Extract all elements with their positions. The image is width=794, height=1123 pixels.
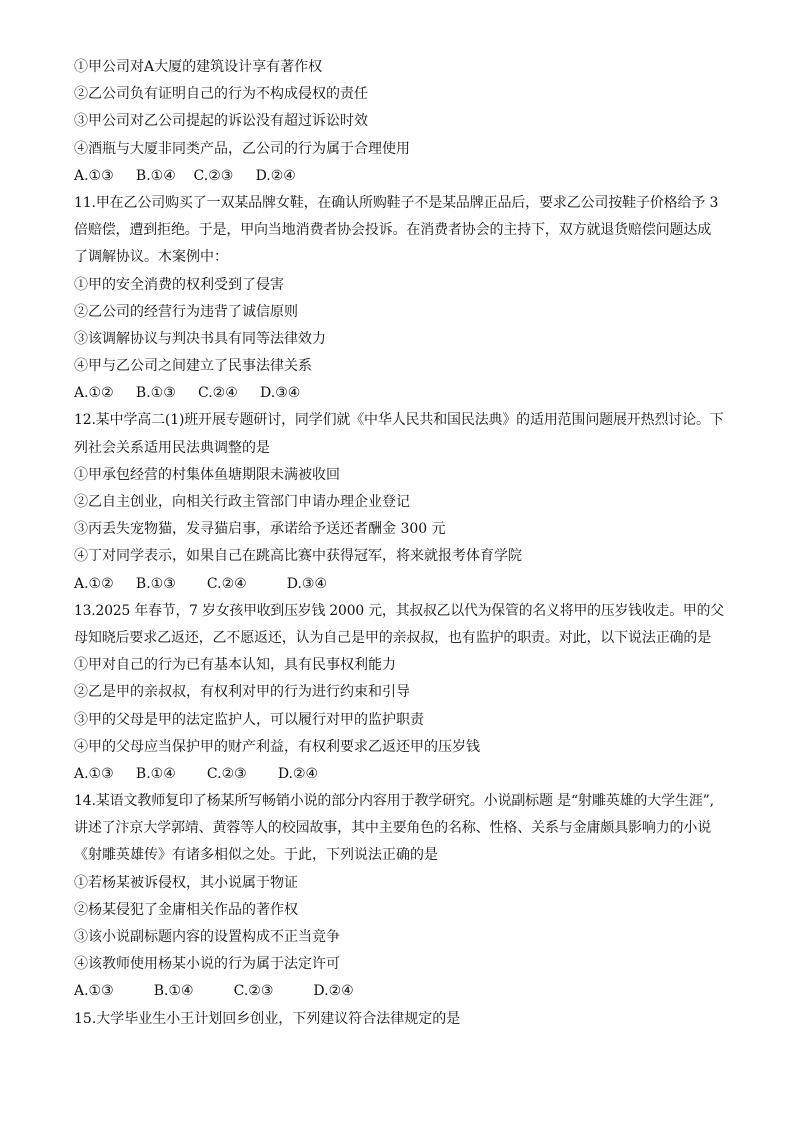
question-11-stem-1: 11.甲在乙公司购买了一双某品牌女鞋，在确认所购鞋子不是某品牌正品后，要求乙公司按鞋子价格给予 3: [74, 194, 719, 211]
q13-option-3: ③甲的父母是甲的法定监护人，可以履行对甲的监护职责: [74, 711, 424, 728]
question-13-stem-1: 13.2025 年春节，7 岁女孩甲收到压岁钱 2000 元，其叔叔乙以代为保管的名义将甲的压岁钱收走。甲的父: [74, 602, 724, 619]
exam-page: [74, 54, 724, 1033]
q14-option-4: ④该教师使用杨某小说的行为属于法定许可: [74, 956, 340, 973]
answer-choices-q12: A.①② B.①③ C.②④ D.③④: [74, 575, 327, 592]
question-12-stem-1: 12.某中学高二(1)班开展专题研讨，同学们就《中华人民共和国民法典》的适用范围问题展开热烈讨论。下: [74, 412, 724, 429]
q11-option-1: ①甲的安全消费的权利受到了侵害: [74, 276, 284, 293]
option-line-1: ①甲公司对A大厦的建筑设计享有著作权: [74, 59, 323, 75]
q12-option-4: ④丁对同学表示，如果自己在跳高比赛中获得冠军，将来就报考体育学院: [74, 548, 522, 565]
q13-option-2: ②乙是甲的亲叔叔，有权利对甲的行为进行约束和引导: [74, 684, 410, 701]
question-15-stem-1: 15.大学毕业生小王计划回乡创业，下列建议符合法律规定的是: [74, 1010, 461, 1027]
q11-option-4: ④甲与乙公司之间建立了民事法律关系: [74, 358, 312, 375]
question-11-stem-2: 倍赔偿，遭到拒绝。于是，甲向当地消费者协会投诉。在消费者协会的主持下，双方就退货赔偿问题达成: [74, 222, 712, 239]
answer-choices-q13: A.①③ B.①④ C.②③ D.②④: [74, 765, 319, 782]
q11-option-3: ③该调解协议与判决书具有同等法律效力: [74, 330, 326, 347]
q14-option-1: ①若杨某被诉侵权，其小说属于物证: [74, 874, 298, 891]
question-14-stem-1: 14.某语文教师复印了杨某所写畅销小说的部分内容用于教学研究。小说副标题 是“射雕英雄的大学生涯”,: [74, 793, 714, 810]
q14-option-3: ③该小说副标题内容的设置构成不正当竞争: [74, 929, 340, 945]
answer-choices-q11: A.①② B.①③ C.②④ D.③④: [74, 385, 301, 402]
option-line-2: ②乙公司负有证明自己的行为不构成侵权的责任: [74, 86, 368, 103]
question-13-stem-2: 母知晓后要求乙返还，乙不愿返还，认为自己是甲的亲叔叔，也有监护的职责。对此，以下说法正确的是: [74, 629, 712, 646]
question-12-stem-2: 列社会关系适用民法典调整的是: [74, 439, 270, 456]
option-line-4: ④酒瓶与大厦非同类产品，乙公司的行为属于合理使用: [74, 140, 410, 157]
q12-option-1: ①甲承包经营的村集体鱼塘期限未满被收回: [74, 466, 340, 483]
q12-option-3: ③丙丢失宠物猫，发寻猫启事，承诺给予送还者酬金 300 元: [74, 521, 446, 538]
q13-option-1: ①甲对自己的行为已有基本认知，具有民事权利能力: [74, 657, 396, 674]
question-14-stem-2: 讲述了汴京大学郭靖、黄蓉等人的校园故事，其中主要角色的名称、性格、关系与金庸颇具影响力的小说: [74, 820, 712, 837]
answer-choices-q14: A.①③ B.①④ C.②③ D.②④: [74, 983, 354, 1000]
question-11-stem-3: 了调解协议。木案例中：: [74, 249, 228, 266]
q11-option-2: ②乙公司的经营行为违背了诚信原则: [74, 303, 298, 320]
q14-option-2: ②杨某侵犯了金庸相关作品的著作权: [74, 901, 298, 918]
q12-option-2: ②乙自主创业，向相关行政主管部门申请办理企业登记: [74, 494, 410, 510]
option-line-3: ③甲公司对乙公司提起的诉讼没有超过诉讼时效: [74, 113, 368, 130]
question-14-stem-3: 《射雕英雄传》有诸多相似之处。于此，下列说法正确的是: [74, 847, 438, 864]
q13-option-4: ④甲的父母应当保护甲的财产利益，有权利要求乙返还甲的压岁钱: [74, 738, 480, 755]
answer-choices-q10: A.①③ B.①④ C.②③ D.②④: [74, 167, 296, 184]
